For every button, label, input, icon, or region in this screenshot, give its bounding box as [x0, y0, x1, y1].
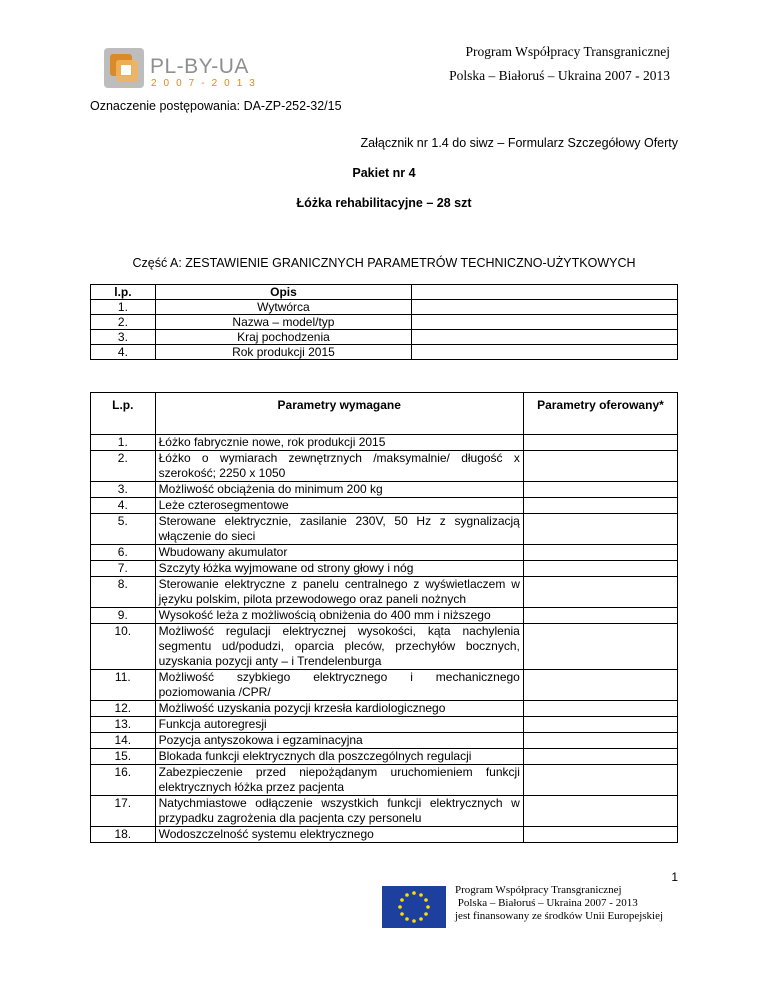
offered-input-cell[interactable]: [523, 435, 677, 451]
row-requirement: Łóżko fabrycznie nowe, rok produkcji 2015: [155, 435, 523, 451]
row-requirement: Wysokość leża z możliwością obniżenia do 400 mm i niższego: [155, 608, 523, 624]
program-logo-mark: [104, 48, 144, 88]
section-title: Część A: ZESTAWIENIE GRANICZNYCH PARAMETRÓW TECHNICZNO-UŻYTKOWYCH: [132, 256, 636, 270]
row-requirement: Wbudowany akumulator: [155, 545, 523, 561]
input-cell[interactable]: [412, 300, 678, 315]
footer-line1: Program Współpracy Transgranicznej: [455, 884, 622, 896]
row-requirement: Sterowane elektrycznie, zasilanie 230V, 50 Hz z sygnalizacją włączenie do sieci: [155, 514, 523, 545]
offered-input-cell[interactable]: [523, 749, 677, 765]
input-cell[interactable]: [412, 285, 678, 300]
col-header-lp: L.p.: [91, 393, 156, 435]
row-requirement: Szczyty łóżka wyjmowane od strony głowy i nóg: [155, 561, 523, 577]
offered-input-cell[interactable]: [523, 498, 677, 514]
offered-input-cell[interactable]: [523, 577, 677, 608]
program-name-line1: Program Współpracy Transgranicznej: [465, 44, 670, 59]
row-number: 18.: [91, 827, 156, 843]
offered-input-cell[interactable]: [523, 733, 677, 749]
row-number: 6.: [91, 545, 156, 561]
row-requirement: Możliwość regulacji elektrycznej wysokości, kąta nachylenia segmentu ud/podudzi, oparcia pleców, przechyłów bocznych, uzyskania pozycji anty – i Trendelenburga: [155, 624, 523, 670]
offered-input-cell[interactable]: [523, 765, 677, 796]
offered-input-cell[interactable]: [523, 561, 677, 577]
row-number: 16.: [91, 765, 156, 796]
row-number: 11.: [91, 670, 156, 701]
row-number: 13.: [91, 717, 156, 733]
offered-input-cell[interactable]: [523, 545, 677, 561]
row-number: 17.: [91, 796, 156, 827]
footer-line3: jest finansowany ze środków Unii Europejskiej: [455, 910, 664, 922]
row-requirement: Natychmiastowe odłączenie wszystkich funkcji elektrycznych w przypadku zagrożenia dla pacjenta czy personelu: [155, 796, 523, 827]
row-number: 15.: [91, 749, 156, 765]
offered-input-cell[interactable]: [523, 827, 677, 843]
col-header-opis: Opis: [155, 285, 411, 300]
offered-input-cell[interactable]: [523, 514, 677, 545]
offered-input-cell[interactable]: [523, 624, 677, 670]
row-number: 4.: [91, 498, 156, 514]
identification-table: [90, 284, 678, 360]
footer-line2: Polska – Białoruś – Ukraina 2007 - 2013: [455, 897, 638, 909]
row-number: 9.: [91, 608, 156, 624]
parameters-table: [90, 392, 678, 843]
row-number: 4.: [91, 345, 156, 360]
row-number: 5.: [91, 514, 156, 545]
row-number: 12.: [91, 701, 156, 717]
row-number: 3.: [91, 330, 156, 345]
row-number: 1.: [91, 435, 156, 451]
row-requirement: Zabezpieczenie przed niepożądanym uruchomieniem funkcji elektrycznych łóżka przez pacjenta: [155, 765, 523, 796]
row-description: Rok produkcji 2015: [155, 345, 411, 360]
page-number: 1: [671, 870, 678, 884]
row-number: 2.: [91, 315, 156, 330]
offered-input-cell[interactable]: [523, 701, 677, 717]
row-number: 14.: [91, 733, 156, 749]
offered-input-cell[interactable]: [523, 796, 677, 827]
row-description: Wytwórca: [155, 300, 411, 315]
row-number: 1.: [91, 300, 156, 315]
row-number: 8.: [91, 577, 156, 608]
program-name-line2: Polska – Białoruś – Ukraina 2007 - 2013: [449, 68, 670, 83]
row-number: 10.: [91, 624, 156, 670]
input-cell[interactable]: [412, 345, 678, 360]
row-requirement: Możliwość obciążenia do minimum 200 kg: [155, 482, 523, 498]
row-requirement: Możliwość uzyskania pozycji krzesła kardiologicznego: [155, 701, 523, 717]
offered-input-cell[interactable]: [523, 482, 677, 498]
row-requirement: Pozycja antyszokowa i egzaminacyjna: [155, 733, 523, 749]
col-header-lp: l.p.: [91, 285, 156, 300]
row-requirement: Blokada funkcji elektrycznych dla poszczególnych regulacji: [155, 749, 523, 765]
row-requirement: Możliwość szybkiego elektrycznego i mechanicznego poziomowania /CPR/: [155, 670, 523, 701]
row-description: Kraj pochodzenia: [155, 330, 411, 345]
eu-flag-icon: [382, 886, 446, 928]
row-requirement: Wodoszczelność systemu elektrycznego: [155, 827, 523, 843]
input-cell[interactable]: [412, 315, 678, 330]
subject-title: Łóżka rehabilitacyjne – 28 szt: [296, 196, 472, 210]
col-header-required: Parametry wymagane: [155, 393, 523, 435]
row-number: 2.: [91, 451, 156, 482]
offered-input-cell[interactable]: [523, 670, 677, 701]
input-cell[interactable]: [412, 330, 678, 345]
row-number: 7.: [91, 561, 156, 577]
package-label: Pakiet nr 4: [352, 166, 416, 180]
procedure-reference: Oznaczenie postępowania: DA-ZP-252-32/15: [90, 99, 342, 113]
row-requirement: Łóżko o wymiarach zewnętrznych /maksymalnie/ długość x szerokość; 2250 x 1050: [155, 451, 523, 482]
attachment-title: Załącznik nr 1.4 do siwz – Formularz Szczegółowy Oferty: [360, 136, 678, 150]
row-requirement: Leże czterosegmentowe: [155, 498, 523, 514]
row-number: 3.: [91, 482, 156, 498]
offered-input-cell[interactable]: [523, 608, 677, 624]
row-requirement: Funkcja autoregresji: [155, 717, 523, 733]
logo-text: PL-BY-UA: [150, 55, 249, 78]
offered-input-cell[interactable]: [523, 451, 677, 482]
logo-years: 2007-2013: [151, 78, 262, 89]
row-description: Nazwa – model/typ: [155, 315, 411, 330]
row-requirement: Sterowanie elektryczne z panelu centralnego z wyświetlaczem w języku polskim, pilota przewodowego oraz paneli nożnych: [155, 577, 523, 608]
col-header-offered: Parametry oferowany*: [523, 393, 677, 435]
offered-input-cell[interactable]: [523, 717, 677, 733]
